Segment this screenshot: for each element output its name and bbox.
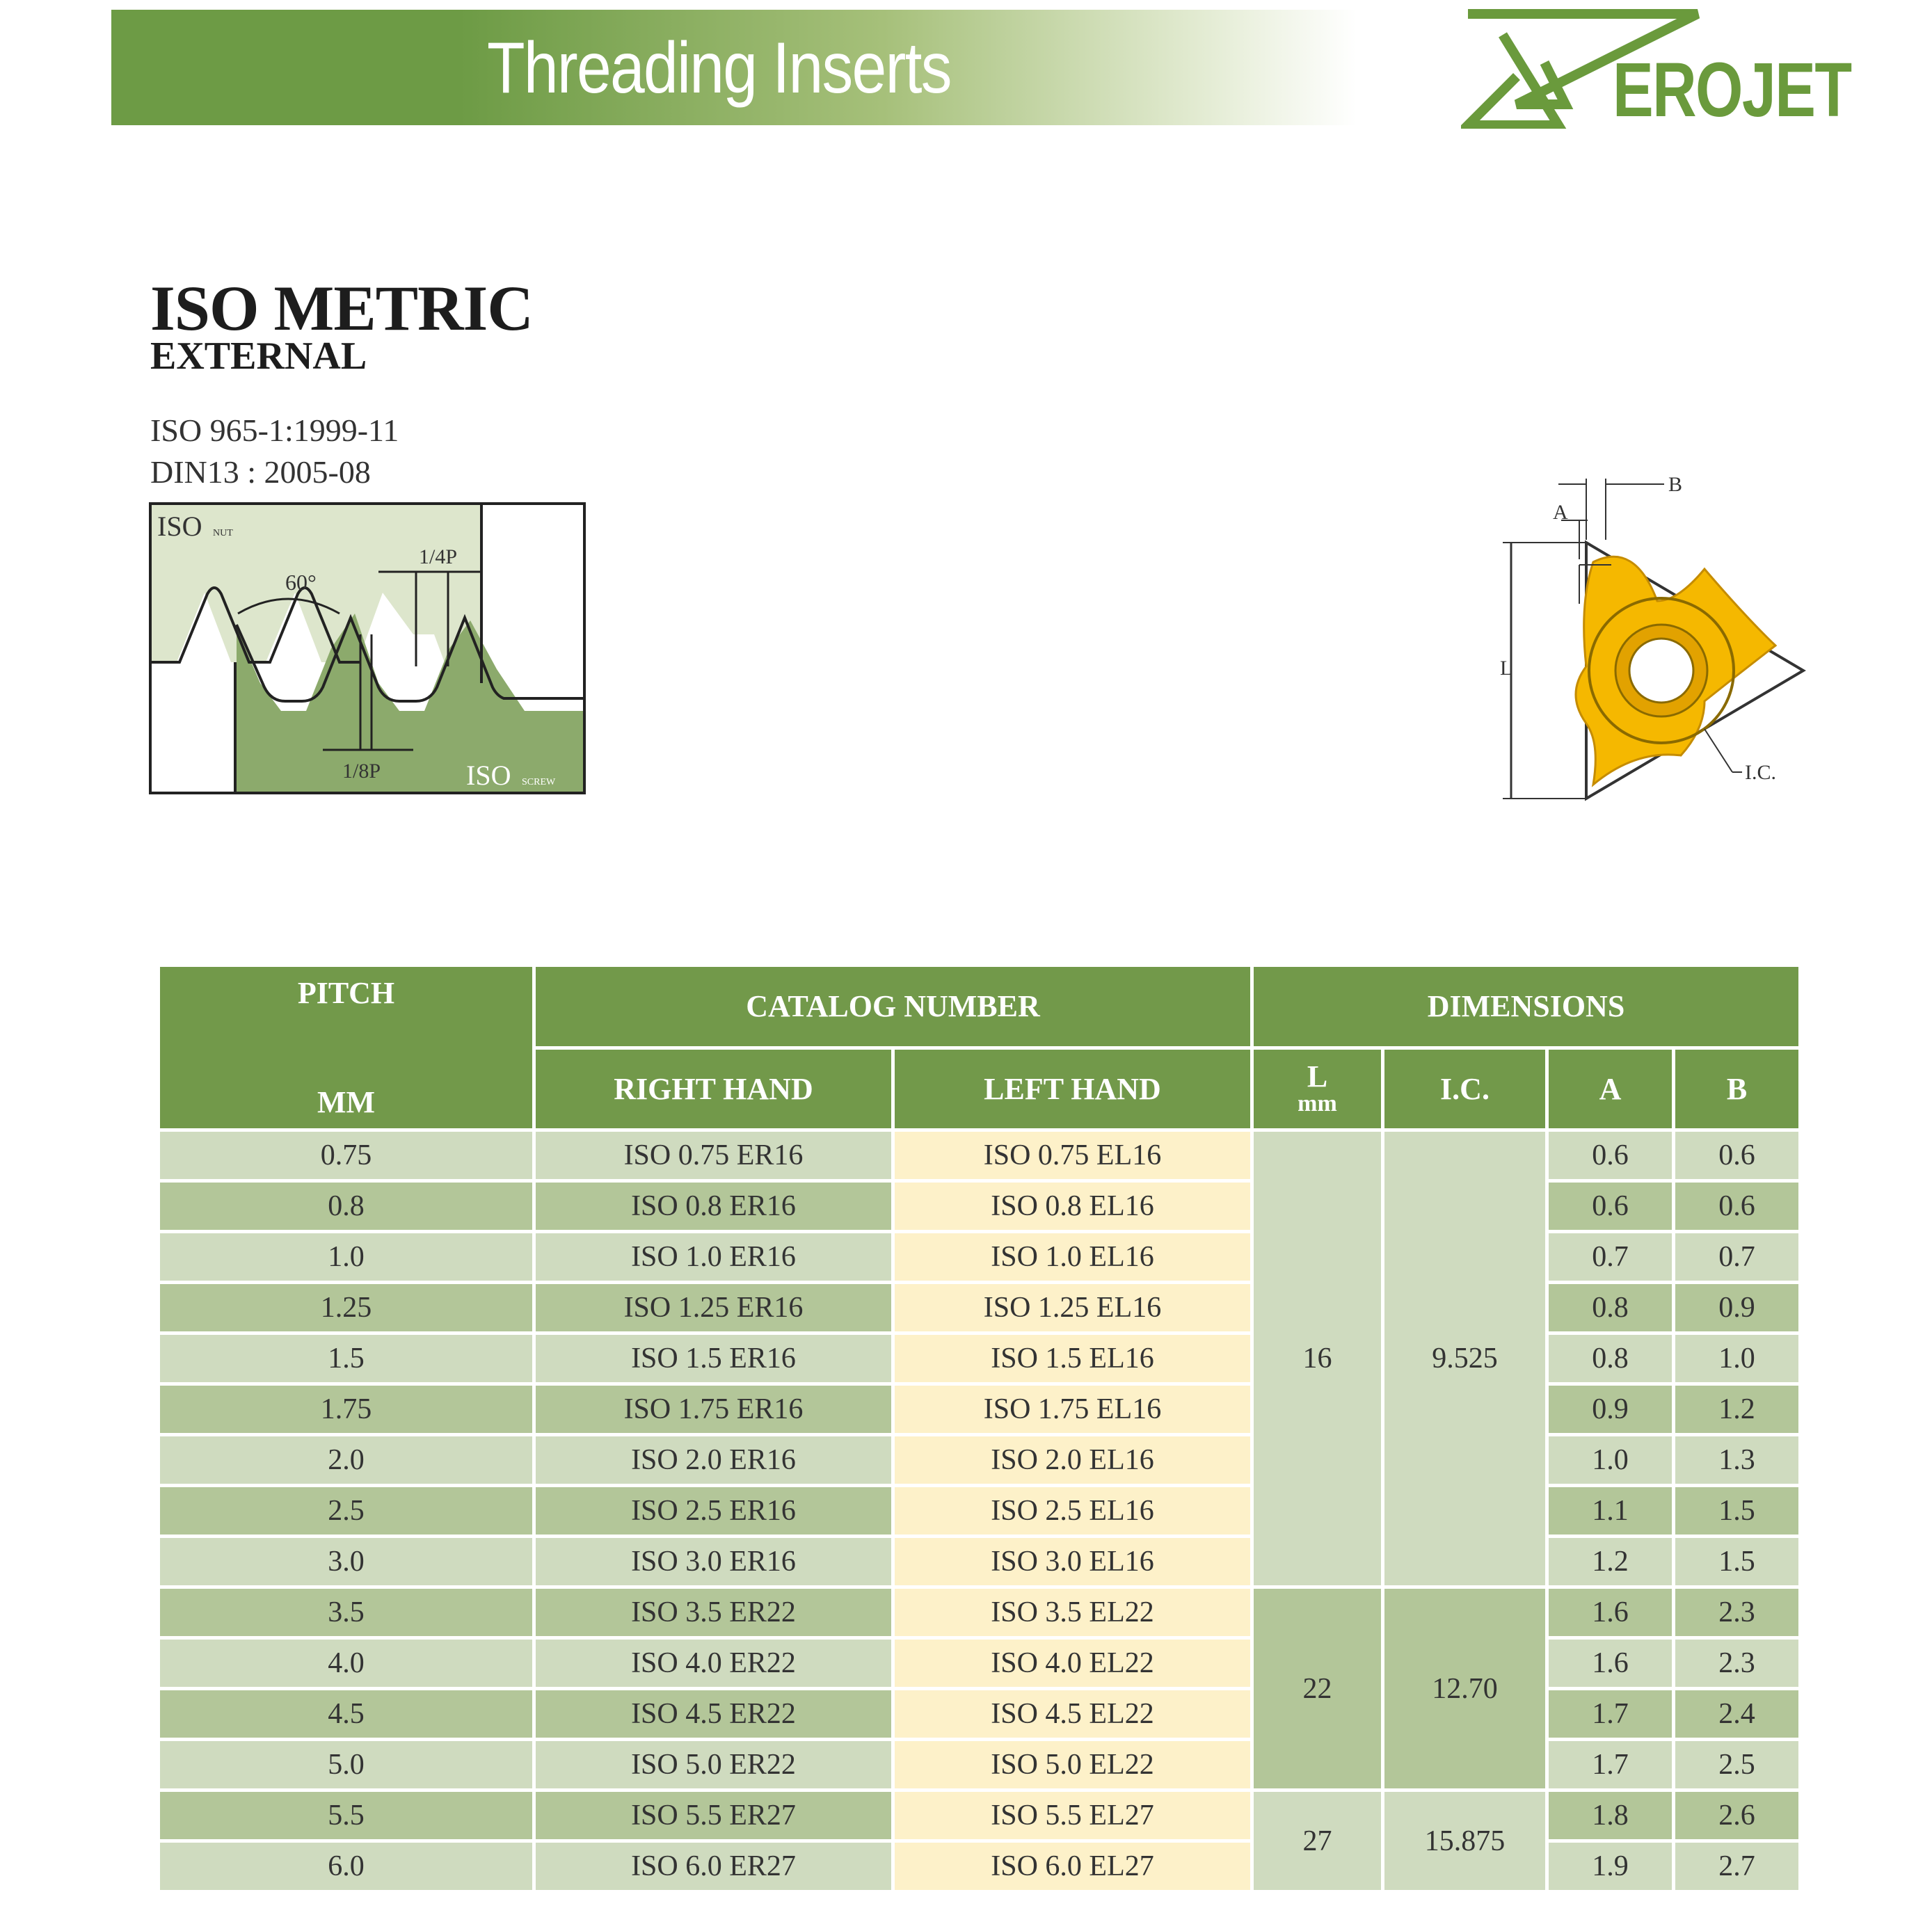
pitch-cell: 1.75 — [159, 1384, 534, 1435]
a-cell: 1.7 — [1547, 1740, 1674, 1790]
right-hand-cell: ISO 4.0 ER22 — [534, 1638, 893, 1689]
iso-screw-sub: SCREW — [522, 777, 556, 787]
right-hand-cell: ISO 1.0 ER16 — [534, 1232, 893, 1283]
a-cell: 1.6 — [1547, 1638, 1674, 1689]
right-hand-cell: ISO 3.5 ER22 — [534, 1587, 893, 1638]
pitch-cell: 2.0 — [159, 1435, 534, 1486]
a-cell: 0.9 — [1547, 1384, 1674, 1435]
left-hand-cell: ISO 2.0 EL16 — [893, 1435, 1252, 1486]
b-cell: 2.4 — [1674, 1689, 1801, 1740]
standard-line-1: ISO 965-1:1999-11 — [150, 412, 399, 448]
header-l-unit: mm — [1298, 1091, 1337, 1117]
brand-name: EROJET — [1613, 47, 1851, 133]
header-ic: I.C. — [1383, 1048, 1547, 1130]
b-cell: 2.3 — [1674, 1587, 1801, 1638]
pitch-cell: 5.5 — [159, 1790, 534, 1841]
right-hand-cell: ISO 5.0 ER22 — [534, 1740, 893, 1790]
eighth-pitch-label: 1/8P — [342, 760, 381, 783]
b-cell: 0.9 — [1674, 1283, 1801, 1333]
iso-nut-sub: NUT — [213, 528, 233, 538]
right-hand-cell: ISO 1.5 ER16 — [534, 1333, 893, 1384]
header-dimensions: DIMENSIONS — [1252, 966, 1801, 1048]
b-cell: 1.5 — [1674, 1537, 1801, 1587]
label-l: L — [1500, 657, 1513, 680]
pitch-cell: 3.0 — [159, 1537, 534, 1587]
table-row — [159, 1130, 1801, 1181]
table-row — [159, 1333, 1801, 1384]
label-a: A — [1553, 501, 1568, 524]
left-hand-cell: ISO 1.5 EL16 — [893, 1333, 1252, 1384]
a-cell: 1.6 — [1547, 1587, 1674, 1638]
angle-label: 60° — [285, 570, 317, 595]
insert-dimension-diagram — [1475, 465, 1809, 812]
table-row — [159, 1181, 1801, 1232]
b-cell: 1.5 — [1674, 1486, 1801, 1537]
l-cell: 22 — [1252, 1587, 1383, 1790]
table-row — [159, 1384, 1801, 1435]
iso-screw-label: ISO — [466, 760, 511, 791]
a-cell: 1.0 — [1547, 1435, 1674, 1486]
header-pitch — [159, 966, 534, 1130]
left-hand-cell: ISO 1.25 EL16 — [893, 1283, 1252, 1333]
a-cell: 0.6 — [1547, 1181, 1674, 1232]
left-hand-cell: ISO 0.8 EL16 — [893, 1181, 1252, 1232]
right-hand-cell: ISO 2.0 ER16 — [534, 1435, 893, 1486]
a-cell: 0.7 — [1547, 1232, 1674, 1283]
right-hand-cell: ISO 4.5 ER22 — [534, 1689, 893, 1740]
standard-line-2: DIN13 : 2005-08 — [150, 454, 371, 490]
b-cell: 2.3 — [1674, 1638, 1801, 1689]
header-banner — [111, 10, 1357, 125]
b-cell: 2.7 — [1674, 1841, 1801, 1892]
left-hand-cell: ISO 3.5 EL22 — [893, 1587, 1252, 1638]
quarter-pitch-label: 1/4P — [419, 545, 458, 568]
a-cell: 1.2 — [1547, 1537, 1674, 1587]
left-hand-cell: ISO 1.0 EL16 — [893, 1232, 1252, 1283]
pitch-cell: 6.0 — [159, 1841, 534, 1892]
left-hand-cell: ISO 0.75 EL16 — [893, 1130, 1252, 1181]
pitch-cell: 0.75 — [159, 1130, 534, 1181]
b-cell: 2.6 — [1674, 1790, 1801, 1841]
table-row — [159, 1435, 1801, 1486]
b-cell: 2.5 — [1674, 1740, 1801, 1790]
left-hand-cell: ISO 2.5 EL16 — [893, 1486, 1252, 1537]
section-title: ISO METRIC — [150, 273, 533, 344]
l-cell: 27 — [1252, 1790, 1383, 1892]
spec-table — [157, 963, 1802, 1893]
ic-cell: 12.70 — [1383, 1587, 1547, 1790]
table-row — [159, 1740, 1801, 1790]
table-row — [159, 1587, 1801, 1638]
ic-cell: 15.875 — [1383, 1790, 1547, 1892]
b-cell: 1.3 — [1674, 1435, 1801, 1486]
thread-profile-diagram — [149, 502, 586, 794]
label-b: B — [1668, 473, 1683, 496]
b-cell: 0.6 — [1674, 1181, 1801, 1232]
header-a: A — [1547, 1048, 1674, 1130]
right-hand-cell: ISO 0.75 ER16 — [534, 1130, 893, 1181]
table-row — [159, 1283, 1801, 1333]
a-cell: 1.1 — [1547, 1486, 1674, 1537]
right-hand-cell: ISO 3.0 ER16 — [534, 1537, 893, 1587]
left-hand-cell: ISO 5.0 EL22 — [893, 1740, 1252, 1790]
header-l-label: L — [1307, 1059, 1328, 1094]
b-cell: 0.6 — [1674, 1130, 1801, 1181]
left-hand-cell: ISO 5.5 EL27 — [893, 1790, 1252, 1841]
b-cell: 0.7 — [1674, 1232, 1801, 1283]
header-l — [1252, 1048, 1383, 1130]
left-hand-cell: ISO 3.0 EL16 — [893, 1537, 1252, 1587]
left-hand-cell: ISO 6.0 EL27 — [893, 1841, 1252, 1892]
pitch-cell: 1.25 — [159, 1283, 534, 1333]
pitch-cell: 2.5 — [159, 1486, 534, 1537]
pitch-cell: 4.0 — [159, 1638, 534, 1689]
table-row — [159, 1486, 1801, 1537]
right-hand-cell: ISO 1.75 ER16 — [534, 1384, 893, 1435]
section-subtitle: EXTERNAL — [150, 335, 367, 378]
spec-table-body — [159, 1130, 1801, 1892]
b-cell: 1.2 — [1674, 1384, 1801, 1435]
a-cell: 0.6 — [1547, 1130, 1674, 1181]
table-row — [159, 1638, 1801, 1689]
a-cell: 1.9 — [1547, 1841, 1674, 1892]
left-hand-cell: ISO 1.75 EL16 — [893, 1384, 1252, 1435]
header-catalog: CATALOG NUMBER — [534, 966, 1252, 1048]
iso-nut-label: ISO — [157, 511, 202, 542]
a-cell: 0.8 — [1547, 1333, 1674, 1384]
a-cell: 1.8 — [1547, 1790, 1674, 1841]
right-hand-cell: ISO 0.8 ER16 — [534, 1181, 893, 1232]
pitch-cell: 4.5 — [159, 1689, 534, 1740]
header-left-hand: LEFT HAND — [893, 1048, 1252, 1130]
table-row — [159, 1537, 1801, 1587]
table-row — [159, 1232, 1801, 1283]
pitch-cell: 1.5 — [159, 1333, 534, 1384]
l-cell: 16 — [1252, 1130, 1383, 1587]
header-pitch-top: PITCH — [297, 976, 395, 1010]
header-right-hand: RIGHT HAND — [534, 1048, 893, 1130]
header-b: B — [1674, 1048, 1801, 1130]
a-cell: 1.7 — [1547, 1689, 1674, 1740]
a-cell: 0.8 — [1547, 1283, 1674, 1333]
right-hand-cell: ISO 1.25 ER16 — [534, 1283, 893, 1333]
table-row — [159, 1841, 1801, 1892]
right-hand-cell: ISO 2.5 ER16 — [534, 1486, 893, 1537]
right-hand-cell: ISO 6.0 ER27 — [534, 1841, 893, 1892]
pitch-cell: 0.8 — [159, 1181, 534, 1232]
pitch-cell: 5.0 — [159, 1740, 534, 1790]
b-cell: 1.0 — [1674, 1333, 1801, 1384]
left-hand-cell: ISO 4.0 EL22 — [893, 1638, 1252, 1689]
table-row — [159, 1689, 1801, 1740]
table-row — [159, 1790, 1801, 1841]
pitch-cell: 3.5 — [159, 1587, 534, 1638]
left-hand-cell: ISO 4.5 EL22 — [893, 1689, 1252, 1740]
right-hand-cell: ISO 5.5 ER27 — [534, 1790, 893, 1841]
label-ic: I.C. — [1745, 761, 1776, 784]
ic-cell: 9.525 — [1383, 1130, 1547, 1587]
pitch-cell: 1.0 — [159, 1232, 534, 1283]
header-pitch-unit: MM — [317, 1085, 376, 1119]
page-title: Threading Inserts — [487, 28, 951, 109]
